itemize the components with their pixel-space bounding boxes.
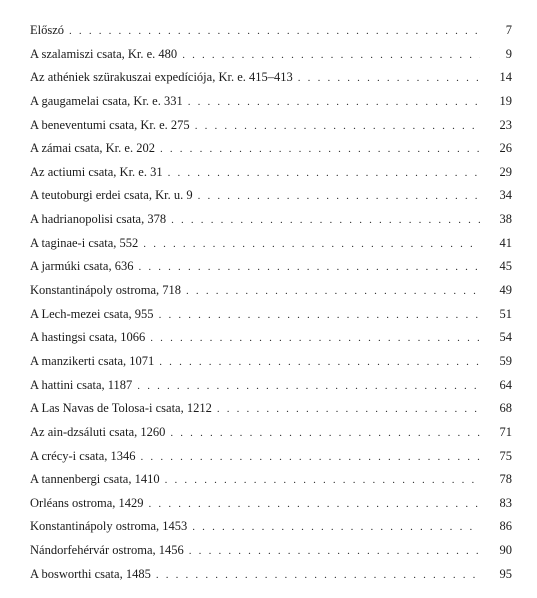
toc-entry[interactable] (30, 515, 512, 539)
toc-entry[interactable] (30, 255, 512, 279)
toc-entry-title: Az athéniek szürakuszai expedíciója, Kr. e. 415–413 (30, 70, 293, 85)
toc-dot-leader (186, 280, 480, 304)
toc-entry-page: 14 (499, 70, 512, 85)
toc-entry[interactable] (30, 303, 512, 327)
toc-entry-page: 34 (499, 188, 512, 203)
toc-entry-page: 29 (499, 164, 512, 179)
toc-dot-leader (195, 115, 480, 139)
toc-dot-leader (188, 91, 480, 115)
toc-entry[interactable] (30, 445, 512, 469)
toc-entry-title: A hastingsi csata, 1066 (30, 330, 146, 345)
toc-entry-page: 51 (499, 306, 512, 321)
toc-entry[interactable] (30, 563, 512, 587)
toc-entry-page: 78 (499, 472, 512, 487)
toc-entry-title: Konstantinápoly ostroma, 1453 (30, 519, 188, 534)
toc-entry-title: Az actiumi csata, Kr. e. 31 (30, 164, 163, 179)
toc-entry-page: 49 (499, 283, 512, 298)
table-of-contents (30, 19, 512, 586)
toc-entry[interactable] (30, 539, 512, 563)
toc-entry-title: A Las Navas de Tolosa-i csata, 1212 (30, 401, 212, 416)
toc-entry-page: 19 (499, 93, 512, 108)
toc-dot-leader (141, 446, 480, 470)
toc-entry-title: A manzikerti csata, 1071 (30, 353, 155, 368)
toc-entry-title: Orléans ostroma, 1429 (30, 495, 144, 510)
toc-entry[interactable] (30, 114, 512, 138)
toc-entry-page: 26 (499, 141, 512, 156)
toc-entry-page: 68 (499, 401, 512, 416)
toc-entry-title: A bosworthi csata, 1485 (30, 566, 151, 581)
toc-entry-title: A hadrianopolisi csata, 378 (30, 212, 167, 227)
toc-entry-page: 41 (499, 235, 512, 250)
toc-entry-title: A taginae-i csata, 552 (30, 235, 139, 250)
toc-entry[interactable] (30, 19, 512, 43)
toc-entry-title: A gaugamelai csata, Kr. e. 331 (30, 93, 183, 108)
toc-entry-page: 7 (505, 23, 512, 37)
toc-entry-page: 83 (499, 495, 512, 510)
toc-dot-leader (159, 304, 480, 328)
toc-dot-leader (168, 162, 480, 186)
toc-dot-leader (138, 256, 480, 280)
toc-entry-page: 23 (499, 117, 512, 132)
toc-entry-title: A jarmúki csata, 636 (30, 259, 134, 274)
toc-entry[interactable] (30, 66, 512, 90)
toc-entry[interactable] (30, 326, 512, 350)
toc-entry[interactable] (30, 184, 512, 208)
toc-dot-leader (69, 20, 480, 44)
toc-entry[interactable] (30, 161, 512, 185)
toc-entry-title: A szalamiszi csata, Kr. e. 480 (30, 46, 178, 61)
toc-dot-leader (182, 44, 480, 68)
toc-entry-page: 64 (499, 377, 512, 392)
toc-entry-page: 75 (499, 448, 512, 463)
toc-dot-leader (160, 138, 480, 162)
toc-entry[interactable] (30, 492, 512, 516)
toc-entry[interactable] (30, 208, 512, 232)
toc-dot-leader (143, 233, 480, 257)
toc-entry[interactable] (30, 397, 512, 421)
toc-entry-title: A beneventumi csata, Kr. e. 275 (30, 117, 190, 132)
toc-dot-leader (137, 375, 480, 399)
toc-dot-leader (170, 422, 480, 446)
toc-entry-title: A teutoburgi erdei csata, Kr. u. 9 (30, 188, 193, 203)
toc-entry-page: 38 (499, 212, 512, 227)
toc-entry-page: 95 (499, 566, 512, 581)
toc-entry-page: 54 (499, 330, 512, 345)
toc-dot-leader (156, 564, 480, 588)
toc-entry-page: 45 (499, 259, 512, 274)
toc-entry-page: 9 (505, 46, 512, 61)
toc-entry-title: Konstantinápoly ostroma, 718 (30, 283, 182, 298)
toc-entry[interactable] (30, 232, 512, 256)
toc-entry[interactable] (30, 43, 512, 67)
toc-entry-page: 90 (499, 543, 512, 558)
toc-entry-title: A crécy-i csata, 1346 (30, 448, 136, 463)
toc-entry[interactable] (30, 90, 512, 114)
toc-dot-leader (149, 493, 480, 517)
toc-entry-title: Az ain-dzsáluti csata, 1260 (30, 424, 166, 439)
toc-dot-leader (192, 516, 480, 540)
toc-dot-leader (150, 327, 480, 351)
toc-entry-title: A tannenbergi csata, 1410 (30, 472, 160, 487)
toc-dot-leader (171, 209, 480, 233)
toc-entry[interactable] (30, 374, 512, 398)
toc-entry-title: A zámai csata, Kr. e. 202 (30, 141, 155, 156)
toc-entry-page: 86 (499, 519, 512, 534)
toc-entry[interactable] (30, 279, 512, 303)
toc-dot-leader (298, 67, 480, 91)
toc-entry-title: Nándorfehérvár ostroma, 1456 (30, 543, 184, 558)
toc-entry[interactable] (30, 421, 512, 445)
toc-entry[interactable] (30, 468, 512, 492)
toc-dot-leader (189, 540, 480, 564)
toc-entry[interactable] (30, 350, 512, 374)
toc-dot-leader (198, 185, 480, 209)
toc-dot-leader (159, 351, 480, 375)
toc-entry[interactable] (30, 137, 512, 161)
toc-dot-leader (165, 469, 480, 493)
toc-dot-leader (217, 398, 480, 422)
toc-entry-page: 59 (499, 353, 512, 368)
toc-entry-title: A hattini csata, 1187 (30, 377, 133, 392)
toc-entry-page: 71 (499, 424, 512, 439)
toc-entry-title: A Lech-mezei csata, 955 (30, 306, 154, 321)
toc-entry-title: Előszó (30, 23, 65, 37)
